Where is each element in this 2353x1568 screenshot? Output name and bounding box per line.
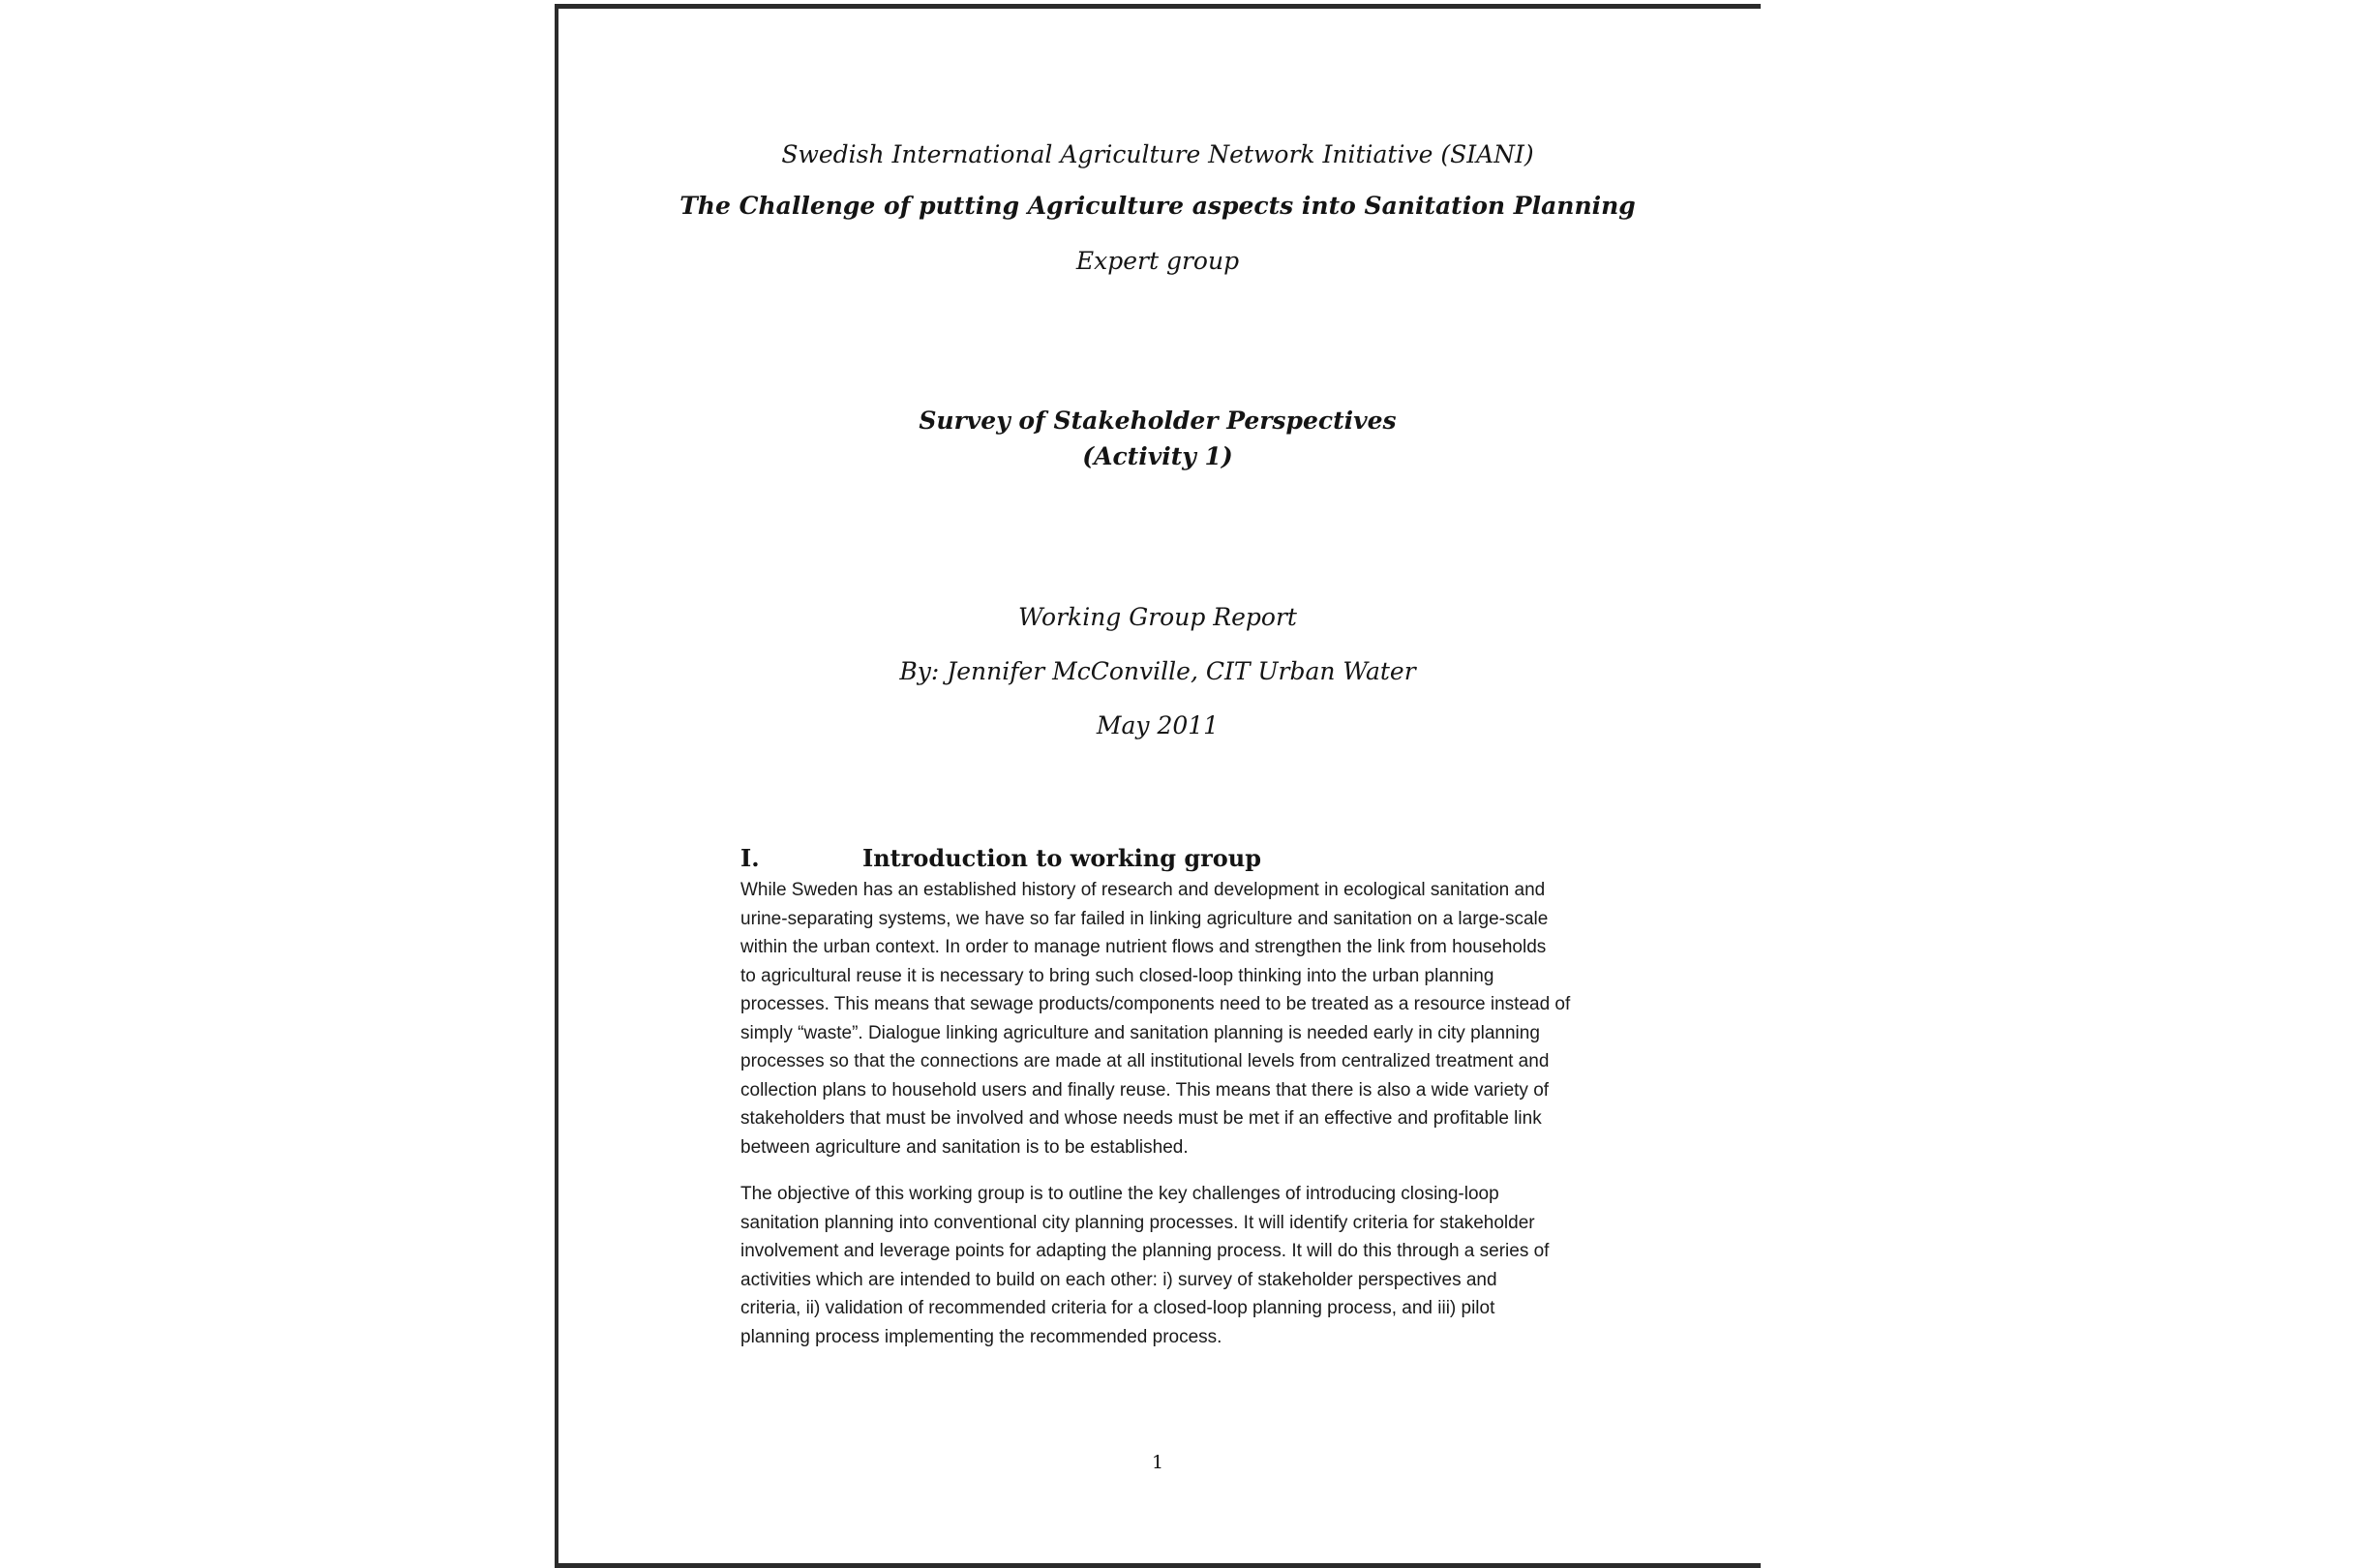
author-line: By: Jennifer McConville, CIT Urban Water bbox=[899, 657, 1416, 685]
report-type: Working Group Report bbox=[1018, 603, 1297, 631]
paragraph-line: involvement and leverage points for adapting the planning process. It will do this through a series of bbox=[740, 1241, 1550, 1261]
section-number: I. bbox=[740, 844, 760, 872]
document-title: The Challenge of putting Agriculture aspects into Sanitation Planning bbox=[679, 192, 1636, 220]
paragraph-line: within the urban context. In order to manage nutrient flows and strengthen the link from households bbox=[740, 937, 1547, 957]
intro-paragraph bbox=[740, 876, 1592, 1161]
paragraph-line: planning process implementing the recommended process. bbox=[740, 1326, 1222, 1347]
section-title: Introduction to working group bbox=[862, 844, 1262, 872]
paragraph-line: between agriculture and sanitation is to be established. bbox=[740, 1136, 1189, 1158]
survey-activity: (Activity 1) bbox=[1082, 442, 1233, 470]
paragraph-line: activities which are intended to build on each other: i) survey of stakeholder perspectives and bbox=[740, 1269, 1497, 1290]
paragraph-line: collection plans to household users and finally reuse. This means that there is also a wide variety of bbox=[740, 1079, 1550, 1101]
paragraph-line: simply “waste”. Dialogue linking agriculture and sanitation planning is needed early in city planning bbox=[740, 1022, 1540, 1043]
paragraph-line: sanitation planning into conventional city planning processes. It will identify criteria for stakeholder bbox=[740, 1212, 1535, 1233]
survey-title: Survey of Stakeholder Perspectives bbox=[919, 407, 1397, 435]
paragraph-line: urine-separating systems, we have so far failed in linking agriculture and sanitation on a large-scale bbox=[740, 908, 1549, 929]
paragraph-line: stakeholders that must be involved and whose needs must be met if an effective and profitable link bbox=[740, 1108, 1542, 1129]
paragraph-line: processes. This means that sewage products/components need to be treated as a resource instead of bbox=[740, 994, 1571, 1014]
paragraph-line: processes so that the connections are made at all institutional levels from centralized treatment and bbox=[740, 1051, 1550, 1071]
objective-paragraph bbox=[740, 1180, 1592, 1351]
page-number: 1 bbox=[1151, 1452, 1164, 1473]
paragraph-line: While Sweden has an established history of research and development in ecological sanitation and bbox=[740, 880, 1546, 900]
organization-name: Swedish International Agriculture Network Initiative (SIANI) bbox=[781, 140, 1534, 168]
paragraph-line: The objective of this working group is to outline the key challenges of introducing closing-loop bbox=[740, 1184, 1499, 1204]
group-name: Expert group bbox=[1075, 247, 1240, 275]
report-date: May 2011 bbox=[1096, 711, 1220, 739]
paragraph-line: criteria, ii) validation of recommended criteria for a closed-loop planning process, and iii) pilot bbox=[740, 1298, 1495, 1318]
paragraph-line: to agricultural reuse it is necessary to bring such closed-loop thinking into the urban planning bbox=[740, 965, 1494, 986]
